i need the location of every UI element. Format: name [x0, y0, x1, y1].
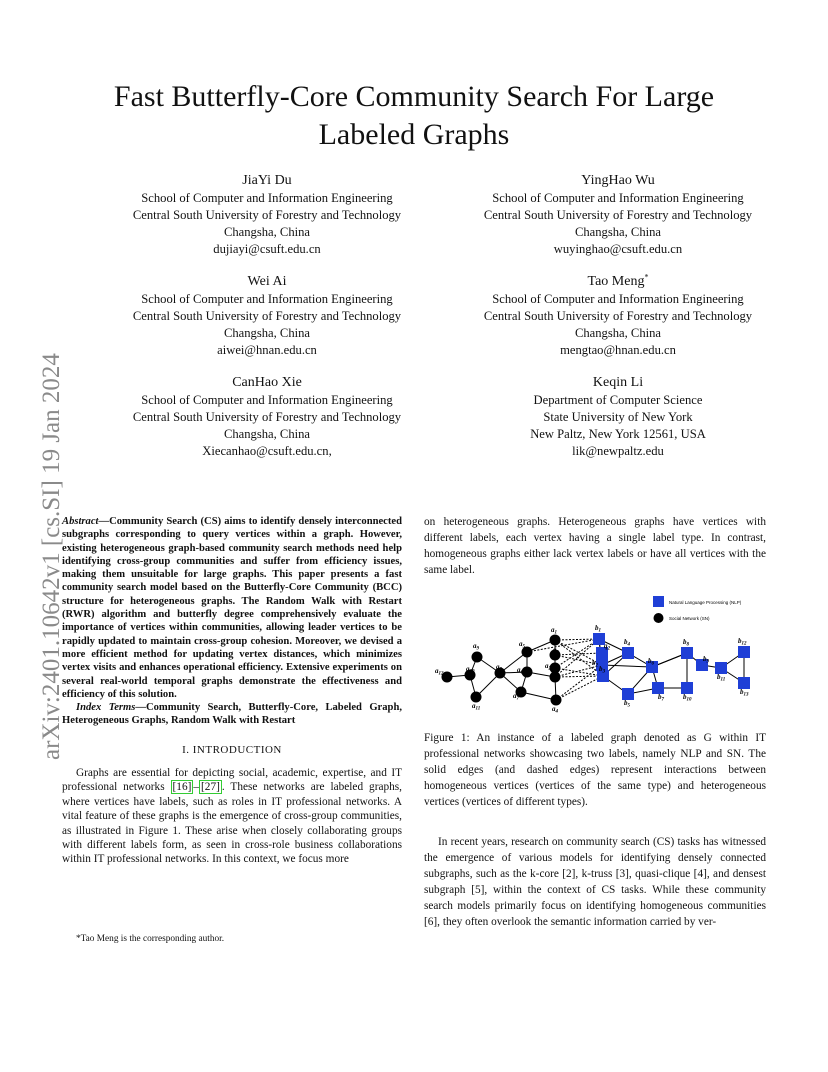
sn-vertex-a4	[551, 695, 562, 706]
vertex-label-b12: $b_{12}$	[738, 637, 747, 647]
vertex-label-b11: $b_{11}$	[717, 673, 726, 683]
author-city: New Paltz, New York 12561, USA	[530, 427, 706, 441]
vertex-label-a9: $a_9$	[473, 642, 479, 652]
figure-1-graph	[430, 590, 770, 720]
vertex-label-a5: $a_5$	[519, 640, 525, 650]
index-terms-label: Index Terms	[76, 702, 136, 714]
vertex-label-a3: $a_3$	[551, 674, 557, 684]
author-name: CanHao Xie	[232, 375, 302, 390]
vertex-label-a8: $a_8$	[496, 663, 502, 673]
author-uni: Central South University of Forestry and Technology	[483, 208, 753, 222]
author-city: Changsha, China	[223, 427, 311, 441]
author-dept: School of Computer and Information Engineering	[492, 292, 744, 306]
corresponding-mark: *	[644, 272, 649, 282]
edge-dashed	[555, 676, 603, 677]
vertex-label-b1: $b_1$	[595, 624, 601, 634]
vertex-label-a7: $a_7$	[513, 692, 519, 702]
vertex-label-b6: $b_6$	[648, 657, 654, 667]
vertex-label-a10: $a_{10}$	[466, 665, 475, 675]
author-block	[453, 172, 783, 258]
author-email: wuyinghao@csuft.edu.cn	[553, 242, 683, 256]
author-name: Wei Ai	[247, 274, 287, 289]
author-block	[453, 374, 783, 460]
sn-vertex-a9	[472, 652, 483, 663]
index-terms-text: —Community Search, Butterfly-Core, Labeled Graph, Heterogeneous Graphs, Random Walk with Restart	[62, 702, 402, 727]
author-email: mengtao@hnan.edu.cn	[560, 343, 676, 357]
nlp-vertex-b4	[622, 647, 634, 659]
paper-title: Fast Butterfly-Core Community Search For Large Labeled Graphs	[113, 80, 715, 151]
author-name: JiaYi Du	[242, 173, 292, 188]
citation-link[interactable]: [27]	[201, 781, 220, 794]
intro-text: . These networks are labeled graphs, where vertices have labels, such as roles in IT professional networks. A vital feature of these graphs is the emergence of cross-group communities, as illustrated in Figure 1. These arise when closely collaborating groups with different labels form, as seen in cross-role business collaborations within IT professional networks. In this context, we focus more	[62, 781, 402, 866]
edge-solid	[602, 665, 652, 667]
author-email: dujiayi@csuft.edu.cn	[213, 242, 321, 256]
author-dept: Department of Computer Science	[533, 393, 703, 407]
vertex-label-q2: $q_2$	[604, 642, 610, 652]
author-email: aiwei@hnan.edu.cn	[217, 343, 317, 357]
nlp-vertex-b12	[738, 646, 750, 658]
legend-sn-marker	[654, 613, 664, 623]
legend-nlp-marker	[653, 596, 664, 607]
author-email: Xiecanhao@csuft.edu.cn,	[202, 444, 332, 458]
figure-caption: Figure 1: An instance of a labeled graph denoted as G within IT professional networks showcasing two labels, namely NLP and SN. The solid edges (and dashed edges) represent interactions between homogeneous vertices (vertices of the same type) and heterogeneous vertices (vertices of different types).	[424, 732, 766, 808]
intro-paragraph	[62, 766, 402, 867]
legend-sn-text: Social Network (SN)	[669, 616, 710, 621]
abstract	[62, 515, 402, 728]
author-name-text: Tao Meng	[587, 274, 645, 289]
vertex-label-b3: $b_3$	[599, 665, 605, 675]
author-name: Keqin Li	[592, 375, 644, 390]
edge-dashed	[556, 665, 602, 700]
vertex-label-b4: $b_4$	[624, 638, 630, 648]
vertex-label-a4: $a_4$	[552, 705, 558, 715]
arxiv-watermark: arXiv:2401.10642v1 [cs.SI] 19 Jan 2024	[38, 353, 65, 760]
vertex-label-b13: $b_{13}$	[740, 688, 749, 698]
vertex-label-b2: $b_2$	[592, 659, 598, 669]
sn-vertex-a6	[522, 667, 533, 678]
author-block	[102, 374, 432, 460]
author-dept: School of Computer and Information Engineering	[141, 292, 393, 306]
author-uni: Central South University of Forestry and Technology	[483, 309, 753, 323]
citation-link[interactable]: [16]	[172, 781, 192, 794]
author-dept: School of Computer and Information Engineering	[492, 191, 744, 205]
sn-vertex-a1	[550, 635, 561, 646]
author-city: Changsha, China	[574, 225, 662, 239]
author-dept: School of Computer and Information Engineering	[141, 191, 393, 205]
author-uni: State University of New York	[543, 410, 693, 424]
sn-vertex-a11	[471, 692, 482, 703]
vertex-label-a12: $a_{12}$	[435, 667, 444, 677]
vertex-label-b7: $b_7$	[658, 693, 664, 703]
abstract-text: —Community Search (CS) aims to identify densely interconnected subgraphs corresponding to query vertices within a graph. However, existing heterogeneous graph-based community search methods need help identifying cross-group communities and suffer from efficiency issues, making them unsuitable for large graphs. This paper presents a fast community search model based on the Butterfly-Core Community (BCC) structure for heterogeneous graphs. The Random Walk with Restart (RWR) algorithm and butterfly degree comprehensively evaluate the importance of vertices within communities, allowing leader vertices to be rapidly updated to maintain cross-group cohesion. Moreover, we devised a more efficient method for updating vertex distances, which minimizes vertex visits and enhances operational efficiency. Extensive experiments on several real-world temporal graphs demonstrate the effectiveness and efficiency of this solution.	[62, 516, 402, 700]
abstract-label: Abstract	[62, 516, 99, 527]
nlp-vertex-b8	[681, 647, 693, 659]
author-block	[453, 273, 783, 359]
author-block	[102, 172, 432, 258]
author-city: Changsha, China	[574, 326, 662, 340]
edge-dashed	[555, 653, 602, 655]
vertex-label-b8: $b_8$	[683, 638, 689, 648]
legend-nlp-text: Natural Language Processing (NLP)	[669, 600, 742, 605]
index-terms	[62, 701, 402, 728]
author-uni: Central South University of Forestry and Technology	[132, 410, 402, 424]
edge-dashed	[527, 639, 599, 652]
author-dept: School of Computer and Information Engineering	[141, 393, 393, 407]
vertex-label-b10: $b_{10}$	[683, 693, 692, 703]
author-city: Changsha, China	[223, 225, 311, 239]
edge-dashed	[556, 676, 603, 700]
author-email: lik@newpaltz.edu	[572, 444, 664, 458]
vertex-label-a2: $a_2$	[545, 662, 551, 672]
footnote: *Tao Meng is the corresponding author.	[76, 934, 225, 944]
vertex-label-a1: $a_1$	[551, 626, 557, 636]
section-heading: I. INTRODUCTION	[182, 744, 282, 756]
vertex-label-a6: $a_6$	[517, 666, 523, 676]
figure-legend	[653, 596, 742, 623]
vertex-label-b5: $b_5$	[624, 699, 630, 709]
right-paragraph: In recent years, research on community search (CS) tasks has witnessed the emergence of various models for identifying densely connected subgraphs, such as the k-core [2], k-truss [3], quasi-clique [4], and densest subgraph [5], within the context of CS tasks. While these community search models primarily focus on identifying homogeneous communities [6], they often overlook the semantic information carried by ver-	[424, 836, 766, 928]
right-paragraph: on heterogeneous graphs. Heterogeneous graphs have vertices with different labels, each vertex having a single label type. In contrast, homogeneous graphs either lack vertex labels or have all vertices with the same label.	[424, 516, 766, 576]
author-city: Changsha, China	[223, 326, 311, 340]
cite-separator: –	[193, 781, 200, 794]
author-uni: Central South University of Forestry and Technology	[132, 208, 402, 222]
intro-text: Graphs are essential for depicting social, academic, expertise, and IT professional networks	[62, 767, 402, 794]
author-block	[102, 273, 432, 359]
vertex-label-b9: $b_9$	[703, 655, 709, 665]
vertex-label-q1: $q_1$	[553, 646, 559, 656]
author-uni: Central South University of Forestry and Technology	[132, 309, 402, 323]
vertex-label-a11: $a_{11}$	[472, 702, 481, 712]
author-name	[453, 273, 783, 290]
author-name: YingHao Wu	[581, 173, 655, 188]
